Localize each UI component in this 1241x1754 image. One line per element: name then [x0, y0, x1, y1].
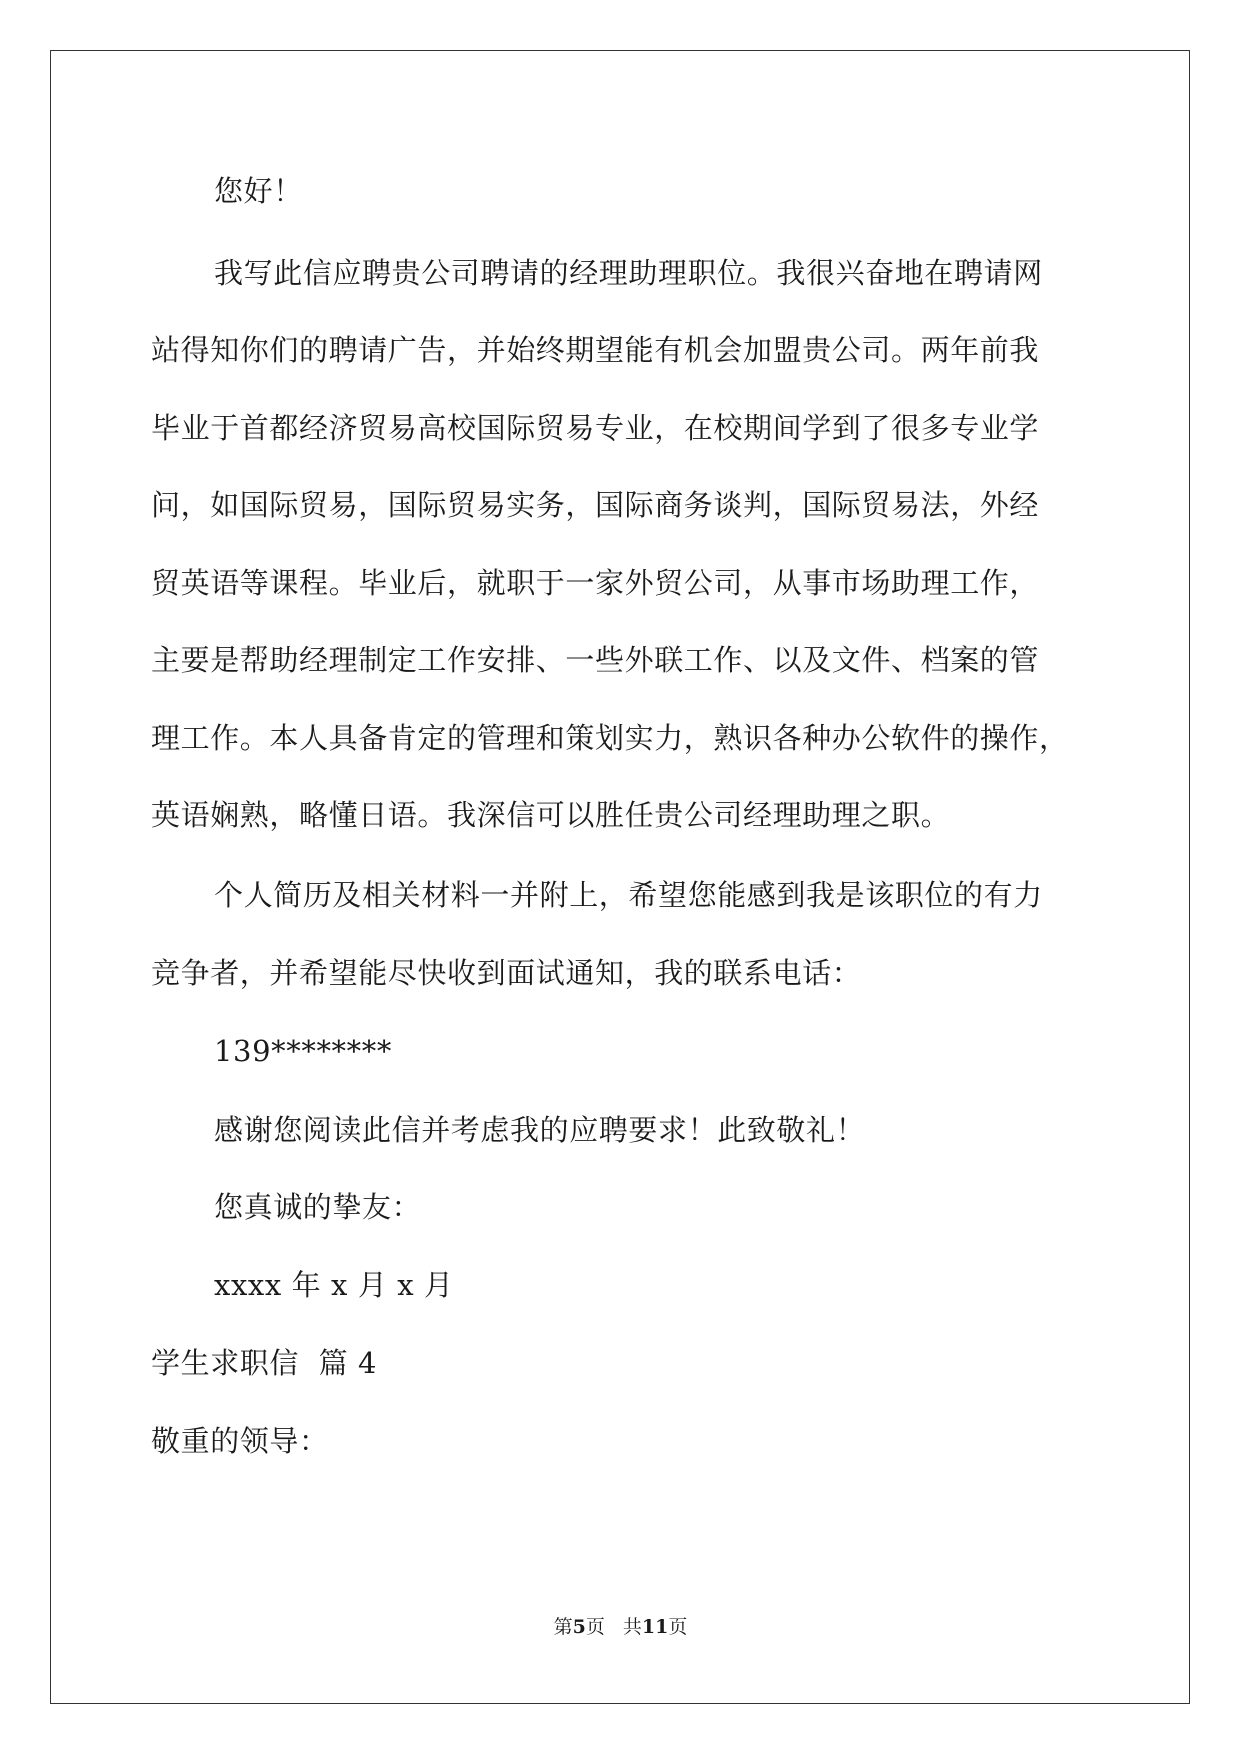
paragraph1-line-6: 主要是帮助经理制定工作安排、一些外联工作、以及文件、档案的管 — [151, 643, 1040, 677]
current-page-number: 5 — [572, 1616, 586, 1638]
greeting: 您好！ — [214, 174, 303, 208]
phone-number: 139******** — [214, 1034, 392, 1068]
paragraph1-line-2: 站得知你们的聘请广告，并始终期望能有机会加盟贵公司。两年前我 — [151, 333, 1040, 367]
paragraph2-line-1: 个人简历及相关材料一并附上，希望您能感到我是该职位的有力 — [214, 878, 1043, 912]
closing-line: 您真诚的挚友： — [214, 1190, 422, 1224]
paragraph1-line-7: 理工作。本人具备肯定的管理和策划实力，熟识各种办公软件的操作， — [151, 721, 1069, 755]
thanks-line: 感谢您阅读此信并考虑我的应聘要求！此致敬礼！ — [214, 1113, 866, 1147]
salutation: 敬重的领导： — [151, 1424, 329, 1458]
total-suffix: 页 — [668, 1616, 688, 1638]
page-suffix: 页 — [585, 1616, 605, 1638]
paragraph1-line-4: 问，如国际贸易，国际贸易实务，国际商务谈判，国际贸易法，外经 — [151, 488, 1040, 522]
date-line: xxxx 年 x 月 x 月 — [214, 1268, 454, 1302]
section-heading: 学生求职信 篇 4 — [151, 1346, 378, 1380]
paragraph1-line-1: 我写此信应聘贵公司聘请的经理助理职位。我很兴奋地在聘请网 — [214, 256, 1043, 290]
paragraph1-line-5: 贸英语等课程。毕业后，就职于一家外贸公司，从事市场助理工作， — [151, 566, 1040, 600]
paragraph1-line-3: 毕业于首都经济贸易高校国际贸易专业，在校期间学到了很多专业学 — [151, 411, 1040, 445]
page-footer — [0, 1615, 1241, 1639]
total-page-count: 11 — [641, 1616, 669, 1638]
total-prefix: 共 — [622, 1616, 642, 1638]
paragraph2-line-2: 竞争者，并希望能尽快收到面试通知，我的联系电话： — [151, 956, 862, 990]
page-prefix: 第 — [553, 1616, 573, 1638]
paragraph1-line-8: 英语娴熟，略懂日语。我深信可以胜任贵公司经理助理之职。 — [151, 798, 951, 832]
